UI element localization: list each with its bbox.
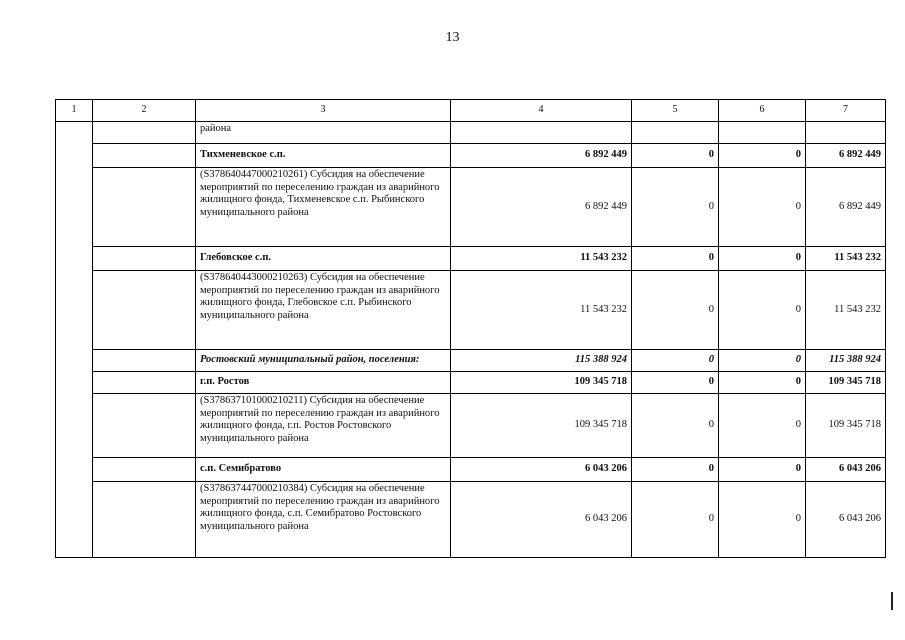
value-cell [719,122,806,144]
value-cell: 0 [719,247,806,271]
description-cell: Тихменевское с.п. [196,144,451,168]
column-2-cell [93,247,196,271]
column-2-cell [93,168,196,247]
header-cell: 7 [806,100,886,122]
value-cell: 0 [632,350,719,372]
value-cell: 6 892 449 [806,144,886,168]
value-cell [806,122,886,144]
description-cell: (S378640447000210261) Субсидия на обеспечение мероприятий по переселению граждан из аварийного жилищного фонда, Тихменевское с.п. Рыбинского муниципального района [196,168,451,247]
value-cell: 109 345 718 [451,394,632,458]
table-row [56,122,886,144]
column-2-cell [93,144,196,168]
value-cell: 6 892 449 [806,168,886,247]
value-cell: 109 345 718 [451,372,632,394]
value-cell: 0 [719,482,806,558]
value-cell: 0 [719,372,806,394]
value-cell: 0 [719,168,806,247]
description-cell: (S378640443000210263) Субсидия на обеспечение мероприятий по переселению граждан из аварийного жилищного фонда, Глебовское с.п. Рыбинского муниципального района [196,271,451,350]
table-row [56,144,886,168]
value-cell: 0 [632,458,719,482]
description-cell: Глебовское с.п. [196,247,451,271]
column-2-cell [93,271,196,350]
value-cell: 0 [632,372,719,394]
table-header-row [56,100,886,122]
header-cell: 4 [451,100,632,122]
description-cell: с.п. Семибратово [196,458,451,482]
margin-mark [891,592,893,610]
table-row [56,247,886,271]
value-cell: 0 [632,168,719,247]
table-row [56,458,886,482]
value-cell: 6 892 449 [451,168,632,247]
value-cell: 11 543 232 [806,271,886,350]
column-2-cell [93,482,196,558]
table-row [56,271,886,350]
value-cell: 11 543 232 [806,247,886,271]
value-cell: 0 [719,350,806,372]
column-2-cell [93,122,196,144]
description-cell: района [196,122,451,144]
header-cell: 1 [56,100,93,122]
header-cell: 3 [196,100,451,122]
value-cell: 6 043 206 [806,482,886,558]
table-row [56,350,886,372]
column-2-cell [93,458,196,482]
page-number: 13 [445,30,460,45]
column-2-cell [93,372,196,394]
value-cell: 0 [632,482,719,558]
value-cell: 6 043 206 [806,458,886,482]
value-cell: 115 388 924 [806,350,886,372]
value-cell: 109 345 718 [806,372,886,394]
description-cell: (S378637447000210384) Субсидия на обеспечение мероприятий по переселению граждан из аварийного жилищного фонда, с.п. Семибратово Ростовского муниципального района [196,482,451,558]
table-row [56,394,886,458]
value-cell: 0 [719,458,806,482]
description-cell: Ростовский муниципальный район, поселения: [196,350,451,372]
budget-table [55,99,886,558]
column-1-cell [56,122,93,558]
value-cell [632,122,719,144]
value-cell: 11 543 232 [451,247,632,271]
header-cell: 2 [93,100,196,122]
value-cell: 6 043 206 [451,458,632,482]
header-cell: 5 [632,100,719,122]
value-cell: 0 [632,271,719,350]
description-cell: (S378637101000210211) Субсидия на обеспечение мероприятий по переселению граждан из аварийного жилищного фонда, г.п. Ростов Ростовского муниципального района [196,394,451,458]
description-cell: г.п. Ростов [196,372,451,394]
value-cell: 0 [632,144,719,168]
table-row [56,372,886,394]
header-cell: 6 [719,100,806,122]
value-cell [451,122,632,144]
value-cell: 0 [719,271,806,350]
value-cell: 0 [719,144,806,168]
value-cell: 0 [632,247,719,271]
column-2-cell [93,350,196,372]
table-row [56,168,886,247]
value-cell: 11 543 232 [451,271,632,350]
value-cell: 6 892 449 [451,144,632,168]
column-2-cell [93,394,196,458]
table-row [56,482,886,558]
value-cell: 0 [632,394,719,458]
value-cell: 109 345 718 [806,394,886,458]
value-cell: 0 [719,394,806,458]
value-cell: 115 388 924 [451,350,632,372]
value-cell: 6 043 206 [451,482,632,558]
